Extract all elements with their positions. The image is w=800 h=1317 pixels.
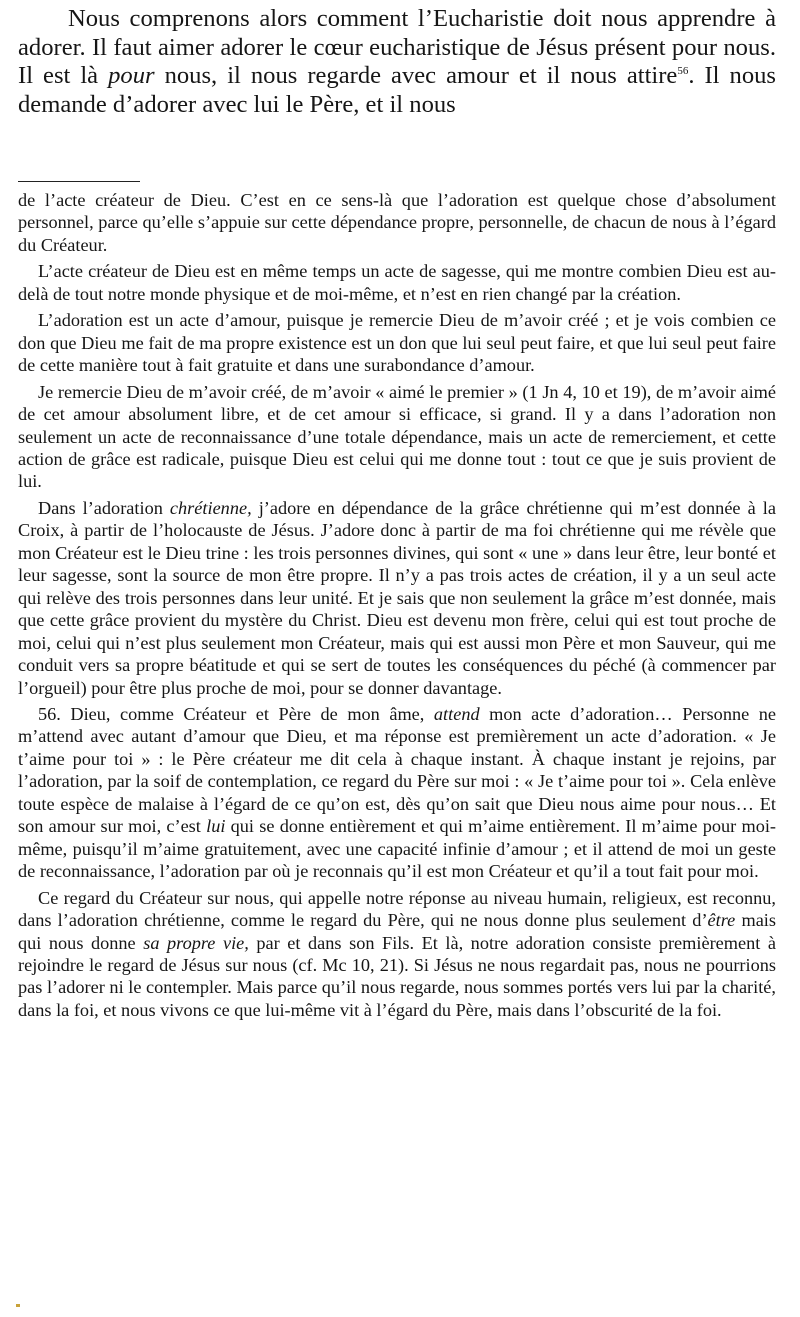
main-text-3: . Il nous demande d’adorer avec lui le Père, et il nous [18, 62, 776, 118]
fn7-text-a: Ce regard du Créateur sur nous, qui appelle notre réponse au niveau humain, religieux, est reconnu, dans l’adoration chrétienne, comme le regard du Père, qui ne nous donne plus seulement d’ [18, 887, 776, 931]
fn6-text-a: 56. Dieu, comme Créateur et Père de mon âme, [38, 703, 434, 724]
scan-speck [16, 1304, 20, 1307]
footnotes [18, 189, 776, 1021]
footnote-separator [18, 181, 140, 182]
footnote-56 [18, 703, 776, 883]
fn7-text-b: mais qui nous donne [18, 910, 776, 953]
fn7-text-c: par et dans son Fils. Et là, notre adoration consiste premièrement à rejoindre le regard de Jésus sur nous (cf. Mc 10, 21). Si Jésus ne nous regardait pas, nous ne pourrions pas l’adorer ni le contempler. Mais parce qu’il nous regarde, nous sommes portés vers lui par la charité, dans la foi, et nous vivons ce que lui-même vit à l’égard du Père, mais dans l’obscurité de la foi. [18, 932, 776, 1020]
fn5-emphasis: chrétienne, [169, 497, 252, 518]
fn7-emphasis-2: sa propre vie, [143, 932, 249, 953]
fn6-emphasis-2: lui [206, 816, 226, 837]
main-text-2: nous, il nous regarde avec amour et il nous attire [154, 62, 678, 89]
fn6-text-c: qui se donne entièrement et qui m’aime entièrement. Il m’aime pour moi-même, puisqu’il m’aime gratuitement, avec une capacité infinie d’amour ; et il attend de moi un geste de reconnaissance, l’adoration par où je reconnais qu’il est mon Créateur et qu’il a tout fait pour moi. [18, 816, 777, 882]
footnote-paragraph-3: L’adoration est un acte d’amour, puisque je remercie Dieu de m’avoir créé ; et je vois combien ce don que Dieu me fait de ma propre existence est un don que lui seul peut faire, et que lui seul peut faire de cette manière tout à fait gratuite et dans une surabondance d’amour. [18, 310, 776, 376]
footnote-paragraph-2: L’acte créateur de Dieu est en même temps un acte de sagesse, qui me montre combien Dieu est au-delà de tout notre monde physique et de moi-même, et n’est en rien changé par la création. [18, 261, 776, 304]
fn5-text-b: j’adore en dépendance de la grâce chrétienne qui m’est donnée à la Croix, à partir de l’holocauste de Jésus. J’adore donc à partir de ma foi chrétienne qui me révèle que mon Créateur est le Dieu trine : les trois personnes divines, qui sont « une » dans leur être, leur bonté et leur sagesse, sont la source de mon être propre. Il n’y a pas trois actes de création, il y a un seul acte qui relève des trois personnes dans leur unité. Et je sais que non seulement la grâce m’est donnée, mais que cette grâce provient du mystère du Christ. Dieu est devenu mon frère, celui qui est tout proche de moi, celui qui n’est plus seulement mon Créateur, mais qui est aussi mon Père et mon Sauveur, qui me conduit vers sa propre béatitude et qui se sert de toutes les conséquences du péché (à commencer par l’orgueil) pour être plus proche de moi, pour se donner davantage. [18, 497, 776, 698]
footnote-paragraph-1: de l’acte créateur de Dieu. C’est en ce sens-là que l’adoration est quelque chose d’absolument personnel, parce qu’elle s’appuie sur cette dépendance propre, personnelle, de chacun de nous à l’égard du Créateur. [18, 190, 776, 255]
footnote-paragraph-4: Je remercie Dieu de m’avoir créé, de m’avoir « aimé le premier » (1 Jn 4, 10 et 19), de m’avoir aimé de cet amour absolument libre, et de cet amour si efficace, si grand. Il y a dans l’adoration non seulement un acte de reconnaissance d’une totale dépendance, mais un acte de remerciement, et cette action de grâce est radicale, puisque Dieu est celui qui me donne tout : tout ce que je suis provient de lui. [18, 381, 776, 492]
fn7-emphasis-1: être [707, 910, 736, 931]
main-emphasis: pour [108, 62, 155, 89]
fn6-text-b: mon acte d’adoration… Personne ne m’attend avec autant d’amour que Dieu, et ma réponse est premièrement un acte d’adoration. « Je t’aime pour toi » : le Père créateur me dit cela à chaque instant. À chaque instant je rejoins, par l’adoration, par la soif de contemplation, ce regard du Père sur moi : « Je t’aime pour toi ». Cela enlève toute espèce de malaise à l’égard de ce qu’on est, dès qu’on sait que Dieu nous aime pour nous… Et son amour sur moi, c’est [18, 703, 776, 837]
fn5-text-a: Dans l’adoration [38, 497, 170, 518]
main-text-1: Nous comprenons alors comment l’Eucharistie doit nous apprendre à adorer. Il faut aimer adorer le cœur eucharistique de Jésus présent pour nous. Il est là [18, 5, 776, 89]
footnote-reference: 56 [677, 65, 689, 77]
footnote-paragraph-5 [18, 497, 776, 699]
main-paragraph [18, 5, 776, 119]
footnote-paragraph-7 [18, 887, 776, 1022]
fn6-emphasis-1: attend [433, 703, 480, 724]
